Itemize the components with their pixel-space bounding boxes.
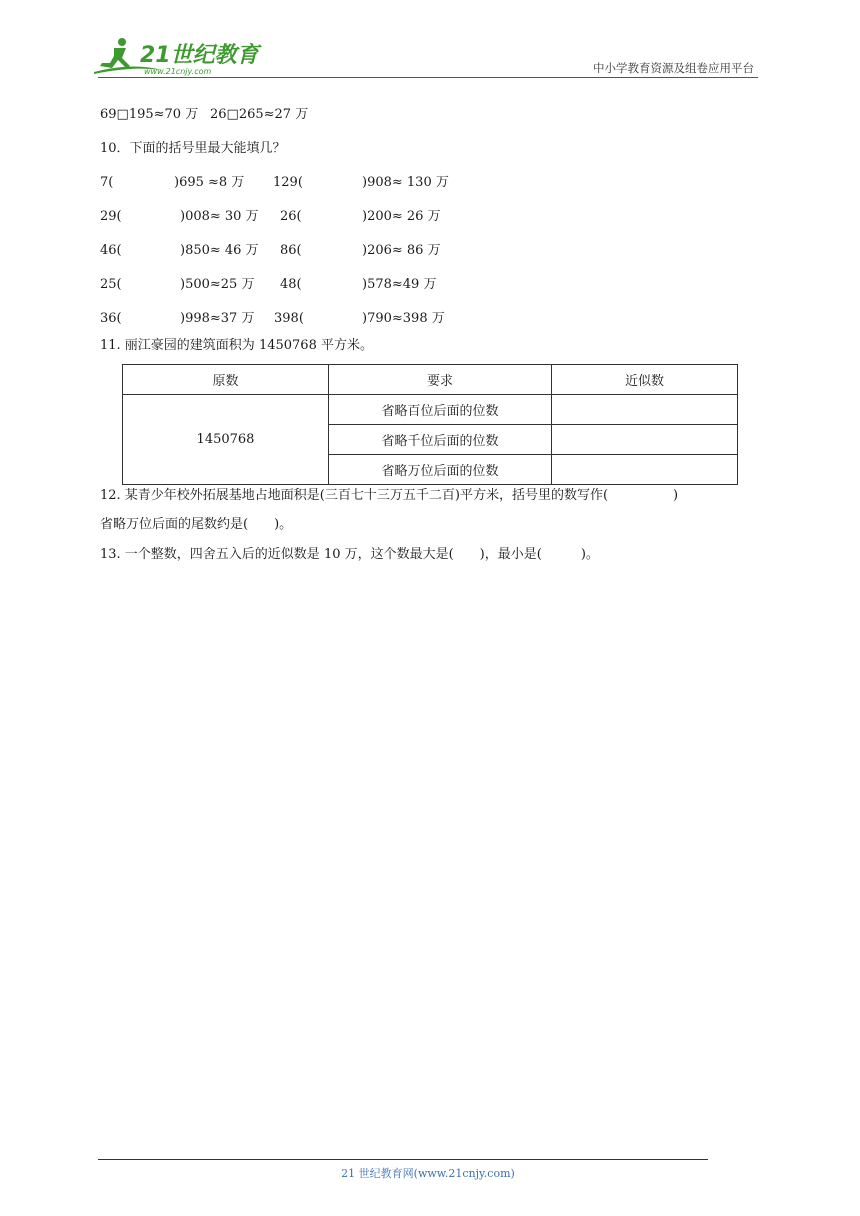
logo-text: 21世纪教育	[140, 43, 259, 68]
q10-cell: 46(	[100, 243, 122, 258]
requirement-cell: 省略万位后面的位数	[329, 455, 552, 485]
footer-divider	[98, 1159, 708, 1160]
q9-item: 69□195≈70 万	[100, 107, 199, 122]
q10-row	[100, 208, 480, 226]
q10-cell: )578≈49 万	[362, 277, 437, 292]
q10-cell: )850≈ 46 万	[180, 243, 259, 258]
answer-cell[interactable]	[552, 425, 738, 455]
answer-cell[interactable]	[552, 455, 738, 485]
header-original: 原数	[123, 365, 329, 395]
q13-text: 13. 一个整数，四舍五入后的近似数是 10 万，这个数最大是( )，最小是( )。	[100, 547, 599, 562]
q10-cell: )908≈ 130 万	[362, 175, 449, 190]
table-header-row	[123, 365, 738, 395]
platform-title: 中小学教育资源及组卷应用平台	[593, 61, 754, 75]
table-row	[123, 395, 738, 425]
q10-cell: )008≈ 30 万	[180, 209, 259, 224]
q10-row	[100, 174, 480, 192]
requirement-cell: 省略千位后面的位数	[329, 425, 552, 455]
header-approx: 近似数	[552, 365, 738, 395]
logo-url: www.21cnjy.com	[144, 67, 212, 76]
requirement-cell: 省略百位后面的位数	[329, 395, 552, 425]
header-divider	[98, 77, 758, 78]
answer-cell[interactable]	[552, 395, 738, 425]
original-number: 1450768	[123, 395, 329, 485]
q10-cell: )790≈398 万	[362, 311, 445, 326]
q10-cell: )500≈25 万	[180, 277, 255, 292]
q10-cell: 25(	[100, 277, 122, 292]
q10-row	[100, 310, 480, 328]
rounding-table	[122, 364, 738, 485]
q10-cell: 48(	[280, 277, 302, 292]
q9-item: 26□265≈27 万	[210, 107, 309, 122]
header-requirement: 要求	[329, 365, 552, 395]
q10-title: 10．下面的括号里最大能填几？	[100, 141, 286, 156]
q10-cell: 7(	[100, 175, 114, 190]
q10-cell: )200≈ 26 万	[362, 209, 441, 224]
site-logo	[92, 36, 262, 78]
q10-cell: 86(	[280, 243, 302, 258]
q12-line1: 12. 某青少年校外拓展基地占地面积是(三百七十三万五千二百)平方米，括号里的数写作( )	[100, 488, 679, 503]
q10-cell: 398(	[274, 311, 304, 326]
q12-line2: 省略万位后面的尾数约是( )。	[100, 517, 293, 532]
q11-title: 11. 丽江豪园的建筑面积为 1450768 平方米。	[100, 338, 373, 353]
footer-text[interactable]: 21 世纪教育网(www.21cnjy.com)	[341, 1167, 515, 1180]
q10-cell: 129(	[273, 175, 303, 190]
q10-cell: )998≈37 万	[180, 311, 255, 326]
q10-cell: 36(	[100, 311, 122, 326]
q10-row	[100, 276, 480, 294]
q10-cell: 26(	[280, 209, 302, 224]
q9-tail	[100, 106, 480, 124]
q10-row	[100, 242, 480, 260]
q10-cell: )695 ≈8 万	[174, 175, 245, 190]
q10-cell: )206≈ 86 万	[362, 243, 441, 258]
q10-cell: 29(	[100, 209, 122, 224]
